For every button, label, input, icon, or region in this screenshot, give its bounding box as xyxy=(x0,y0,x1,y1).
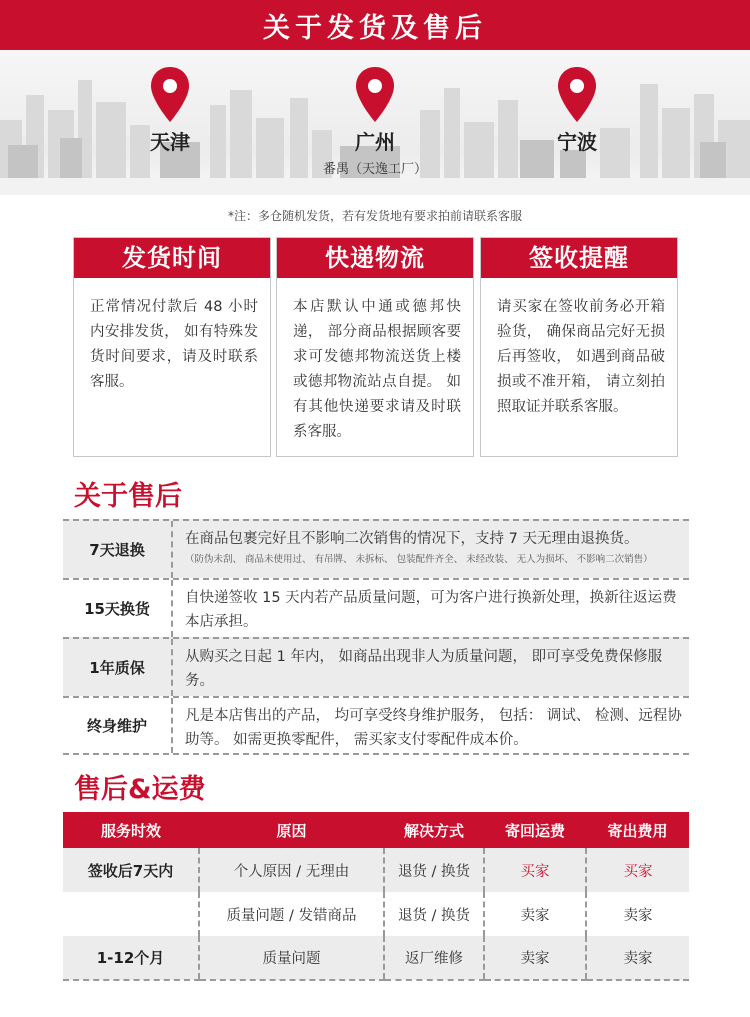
cell-solution: 返厂维修 xyxy=(384,936,484,980)
cell-period: 1-12个月 xyxy=(63,936,199,980)
location-tianjin xyxy=(110,66,230,155)
after-sales-row xyxy=(63,578,689,637)
column-header: 解决方式 xyxy=(384,812,484,848)
after-sales-table xyxy=(63,519,689,755)
policy-content xyxy=(171,580,689,637)
policy-content xyxy=(171,639,689,696)
cell-reason: 质量问题 / 发错商品 xyxy=(199,892,384,936)
policy-text: 在商品包裹完好且不影响二次销售的情况下，支持 7 天无理由退换货。 xyxy=(185,531,639,547)
cell-return-fee: 卖家 xyxy=(484,892,586,936)
policy-conditions: （防伪未刮、 商品未使用过、 有吊牌、 未拆标、 包装配件齐全、 未经改装、 无人为损坏、 不影响二次销售） xyxy=(185,554,653,565)
shipping-note: *注：多仓随机发货，若有发货地有要求拍前请联系客服 xyxy=(227,209,522,223)
shipping-time-box xyxy=(73,237,271,457)
after-sales-row xyxy=(63,696,689,755)
policy-label: 7天退换 xyxy=(89,541,145,559)
city-subtitle: 番禺（天逸工厂） xyxy=(322,162,427,177)
cell-send-fee: 买家 xyxy=(586,848,689,892)
box-body: 请买家在签收前务必开箱验货， 确保商品完好无损后再签收， 如遇到商品破损或不准开箱， 请立刻拍照取证并联系客服。 xyxy=(497,299,665,415)
cell-send-fee: 卖家 xyxy=(586,892,689,936)
policy-label: 15天换货 xyxy=(84,600,150,618)
cell-reason: 质量问题 xyxy=(199,936,384,980)
column-header: 寄出费用 xyxy=(586,812,689,848)
after-sales-row xyxy=(63,519,689,578)
after-sales-title: 关于售后 xyxy=(74,481,182,512)
cell-send-fee: 卖家 xyxy=(586,936,689,980)
map-pin-icon xyxy=(354,66,396,124)
warehouse-locations xyxy=(0,50,750,195)
fees-header-row xyxy=(63,812,689,848)
policy-label: 1年质保 xyxy=(89,659,145,677)
box-title: 发货时间 xyxy=(74,238,270,278)
box-title: 签收提醒 xyxy=(481,238,677,278)
cell-period: 签收后7天内 xyxy=(63,848,199,892)
location-ningbo xyxy=(517,66,637,155)
policy-content xyxy=(171,521,689,578)
table-row xyxy=(63,892,689,936)
table-row xyxy=(63,848,689,892)
after-sales-row xyxy=(63,637,689,696)
policy-label: 终身维护 xyxy=(86,717,147,735)
cell-solution: 退货 / 换货 xyxy=(384,848,484,892)
cell-period xyxy=(63,892,199,936)
policy-text: 自快递签收 15 天内若产品质量问题，可为客户进行换新处理，换新往返运费本店承担。 xyxy=(185,590,677,630)
cell-return-fee: 卖家 xyxy=(484,936,586,980)
cell-solution: 退货 / 换货 xyxy=(384,892,484,936)
city-name: 广州 xyxy=(355,130,395,154)
cell-return-fee: 买家 xyxy=(484,848,586,892)
fees-table xyxy=(63,812,689,981)
policy-content xyxy=(171,698,689,753)
location-guangzhou xyxy=(315,66,435,177)
map-pin-icon xyxy=(556,66,598,124)
fees-title: 售后&运费 xyxy=(74,774,206,805)
policy-text: 从购买之日起 1 年内， 如商品出现非人为质量问题， 即可享受免费保修服务。 xyxy=(185,649,663,689)
page-title: 关于发货及售后 xyxy=(263,12,487,44)
box-body: 本店默认中通或德邦快递， 部分商品根据顾客要求可发德邦物流送货上楼或德邦物流站点自提。 如有其他快递要求请及时联系客服。 xyxy=(293,299,461,440)
receipt-reminder-box xyxy=(480,237,678,457)
column-header: 原因 xyxy=(199,812,384,848)
column-header: 服务时效 xyxy=(63,812,199,848)
city-name: 天津 xyxy=(150,130,190,154)
map-pin-icon xyxy=(149,66,191,124)
column-header: 寄回运费 xyxy=(484,812,586,848)
policy-text: 凡是本店售出的产品， 均可享受终身维护服务， 包括： 调试、 检测、远程协助等。 如需更换零配件， 需买家支付零配件成本价。 xyxy=(185,708,682,748)
cell-reason: 个人原因 / 无理由 xyxy=(199,848,384,892)
box-body: 正常情况付款后 48 小时内安排发货， 如有特殊发货时间要求，请及时联系客服。 xyxy=(90,299,258,390)
courier-box xyxy=(276,237,474,457)
table-row xyxy=(63,936,689,980)
box-title: 快递物流 xyxy=(277,238,473,278)
city-name: 宁波 xyxy=(557,130,597,154)
header-banner xyxy=(0,0,750,50)
